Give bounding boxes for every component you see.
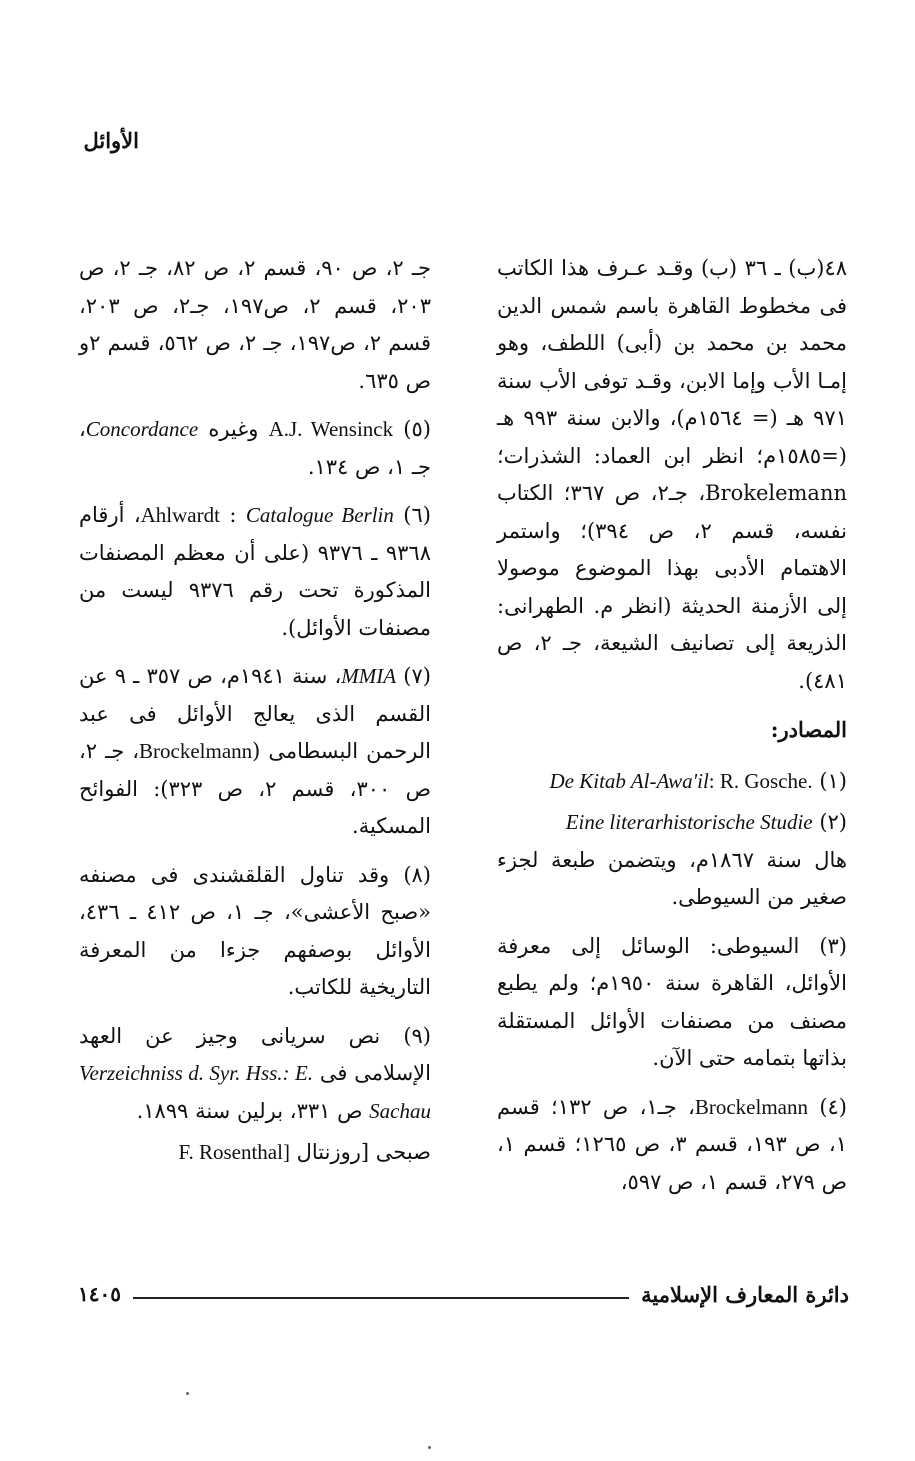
source-4: (٤) Brockelmann، جـ١، ص ١٣٢؛ قسم ١، ص ١٩٣، قسم ٣، ص ١٢٦٥؛ قسم ١، ص ٢٧٩، قسم ١، ص ٥٩٧، (497, 1094, 847, 1194)
footer-rule (133, 1297, 629, 1299)
intro-paragraph: ٤٨(ب) ـ ٣٦ (ب) وقـد عـرف هذا الكاتب فى مخطوط القاهرة باسم شمس الدين محمد بن محمد بن (أبى) اللطف، وهو إمـا الأب وإما الابن، وقـد توفى الأب سنة ٩٧١ هـ (= ١٥٦٤م)، والابن سنة ٩٩٣ هـ (=١٥٨٥م؛ انظر ابن العماد: الشذرات؛ Brokelemann، جـ٢، ص ٣٦٧؛ الكتاب نفسه، قسم ٢، ص ٣٩٤)؛ واستمر الاهتمام الأدبى بهذا الموضوع موصولا إلى الأزمنة الحديثة (انظر م. الطهرانى: الذريعة إلى تصانيف الشيعة، جـ ٢، ص ٤٨١). (497, 256, 848, 693)
scan-speck (428, 1446, 431, 1449)
source-1 (497, 763, 847, 801)
source-7: (٧) MMIA، سنة ١٩٤١م، ص ٣٥٧ ـ ٩ عن القسم الذى يعالج الأوائل فى عبد الرحمن البسطامى (Brockelmann، جـ ٢، ص ٣٠٠، قسم ٢، ص ٣٢٣): الفوائح المسكية. (79, 664, 431, 838)
source-2-text: هال سنة ١٨٦٧م، ويتضمن طبعة لجزء صغير من السيوطى. (497, 847, 847, 909)
footer-title: دائرة المعارف الإسلامية (641, 1281, 849, 1307)
scan-speck (186, 1392, 189, 1395)
sources-heading: المصادر: (770, 717, 847, 742)
source-9: (٩) نص سريانى وجيز عن العهد الإسلامى فى Verzeichniss d. Syr. Hss.: E. Sachau ص ٣٣١، برلين سنة ١٨٩٩. (79, 1023, 431, 1123)
source-5: (٥) A.J. Wensinck وغيره Concordance، جـ ١، ص ١٣٤. (79, 417, 431, 479)
source-8: (٨) وقد تناول القلقشندى فى مصنفه «صبح الأعشى»، جـ ١، ص ٤١٢ ـ ٤٣٦، الأوائل بوصفهم جزءا من المعرفة التاريخية للكاتب. (79, 862, 431, 999)
page-footer (78, 1279, 849, 1309)
source-3: (٣) السيوطى: الوسائل إلى معرفة الأوائل، القاهرة سنة ١٩٥٠م؛ ولم يطبع مصنف من مصنفات الأوائل المستقلة بذاتها بتمامه حتى الآن. (497, 933, 847, 1070)
source-6: (٦) Ahlwardt : Catalogue Berlin، أرقام ٩٣٦٨ ـ ٩٣٧٦ (على أن معظم المصنفات المذكورة تحت رقم ٩٣٧٦ ليست من مصنفات الأوائل). (79, 503, 431, 640)
left-column (79, 250, 431, 1172)
page-number: ١٤٠٥ (78, 1282, 121, 1306)
author-signature: صبحى [روزنتال F. Rosenthal] (178, 1140, 431, 1164)
right-column (497, 250, 847, 1212)
source-2-num: (٢) (819, 810, 847, 834)
source-1-num: (١) (819, 768, 847, 793)
continuation-paragraph: جـ ٢، ص ٩٠، قسم ٢، ص ٨٢، جـ ٢، ص ٢٠٣، قسم ٢، ص١٩٧، جـ٢، ص ٢٠٣، قسم ٢، ص١٩٧، جـ ٢، ص ٥٦٢، قسم ٢و ص ٦٣٥. (79, 256, 431, 393)
source-2 (497, 804, 847, 917)
source-2-latin: Eine literarhistorische Studie (565, 810, 813, 834)
source-1-latin: De Kitab Al-Awa'il: R. Gosche. (549, 768, 813, 793)
running-head: الأوائل (83, 128, 139, 153)
